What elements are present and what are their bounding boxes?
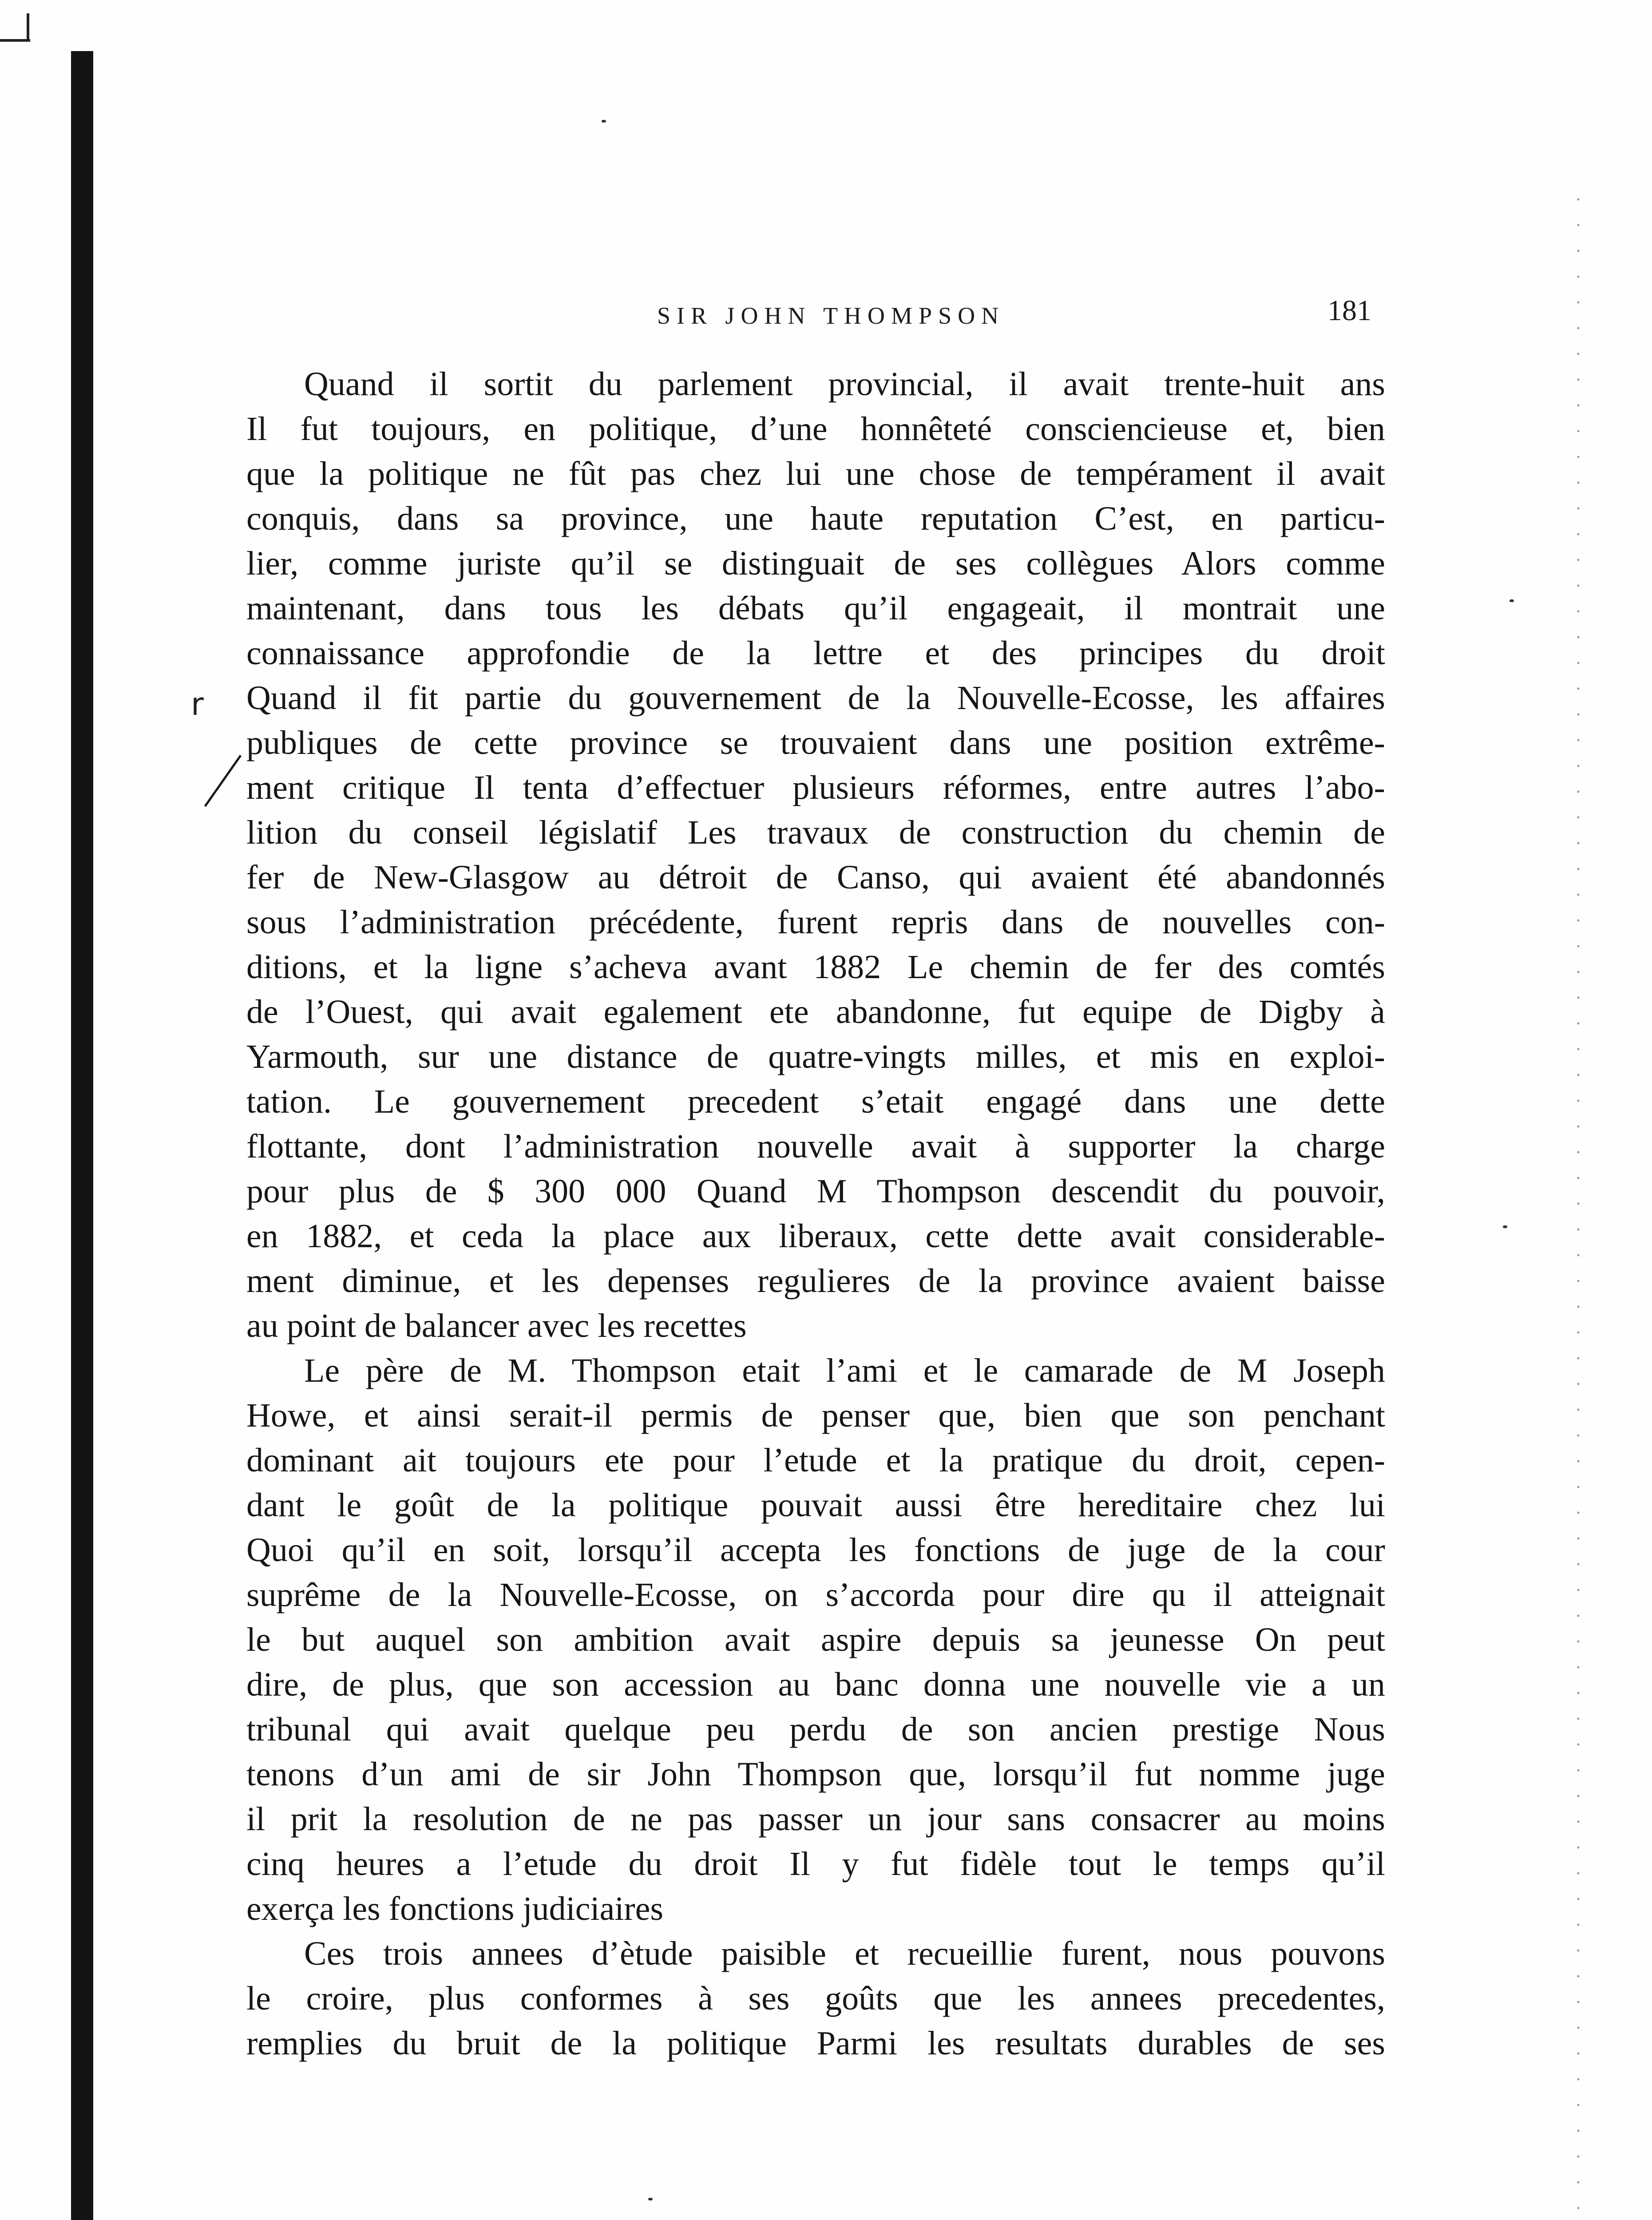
text-line: il prit la resolution de ne pas passer un jour sans consacrer au moins [246,1800,1385,1838]
text-line: Ces trois annees d’ètude paisible et recueillie furent, nous pouvons [304,1935,1385,1972]
text-line: sous l’administration précédente, furent repris dans de nouvelles con- [246,904,1385,941]
text-line: Howe, et ainsi serait-il permis de penser que, bien que son penchant [246,1397,1385,1434]
scan-speck [602,120,606,123]
text-line: Quoi qu’il en soit, lorsqu’il accepta les fonctions de juge de la cour [246,1531,1385,1569]
scan-speck [648,2198,653,2200]
margin-annotation-mark: r [191,686,204,722]
text-line: suprême de la Nouvelle-Ecosse, on s’accorda pour dire qu il atteignait [246,1576,1385,1613]
text-line: que la politique ne fût pas chez lui une chose de tempérament il avait [246,455,1385,492]
scan-corner-tick [27,13,29,42]
text-line: lier, comme juriste qu’il se distinguait de ses collègues Alors comme [246,545,1385,582]
binding-shadow-bar [71,51,93,2220]
text-line: Il fut toujours, en politique, d’une honnêteté consciencieuse et, bien [246,410,1385,448]
text-line: connaissance approfondie de la lettre et des principes du droit [246,634,1385,672]
text-line: dire, de plus, que son accession au banc donna une nouvelle vie a un [246,1666,1385,1703]
text-line: publiques de cette province se trouvaient dans une position extrême- [246,724,1385,761]
text-line: en 1882, et ceda la place aux liberaux, cette dette avait considerable- [246,1217,1385,1255]
text-line: Yarmouth, sur une distance de quatre-vingts milles, et mis en exploi- [246,1038,1385,1075]
text-line: ditions, et la ligne s’acheva avant 1882 Le chemin de fer des comtés [246,948,1385,986]
scan-corner-mark [0,39,30,42]
text-line: fer de New-Glasgow au détroit de Canso, qui avaient été abandonnés [246,859,1385,896]
scan-speck [1509,599,1514,602]
text-line: cinq heures a l’etude du droit Il y fut fidèle tout le temps qu’il [246,1845,1385,1883]
text-line: Le père de M. Thompson etait l’ami et le camarade de M Joseph [304,1352,1385,1389]
scan-speck [1503,1225,1507,1228]
text-line: au point de balancer avec les recettes [246,1307,747,1344]
text-line: de l’Ouest, qui avait egalement ete abandonne, fut equipe de Digby à [246,993,1385,1031]
page-number: 181 [1327,294,1371,327]
text-line: Quand il fit partie du gouvernement de la Nouvelle-Ecosse, les affaires [246,679,1385,717]
text-line: flottante, dont l’administration nouvelle avait à supporter la charge [246,1128,1385,1165]
text-line: ment critique Il tenta d’effectuer plusieurs réformes, entre autres l’abo- [246,769,1385,806]
text-line: remplies du bruit de la politique Parmi les resultats durables de ses [246,2025,1385,2062]
body-text [246,362,1385,2066]
text-line: conquis, dans sa province, une haute reputation C’est, en particu- [246,500,1385,537]
text-line: Quand il sortit du parlement provincial, il avait trente-huit ans [304,365,1385,403]
margin-annotation-stroke [204,755,242,807]
text-line: tenons d’un ami de sir John Thompson que, lorsqu’il fut nomme juge [246,1756,1385,1793]
text-line: pour plus de $ 300 000 Quand M Thompson descendit du pouvoir, [246,1173,1385,1210]
text-line: dant le goût de la politique pouvait aussi être hereditaire chez lui [246,1487,1385,1524]
scan-edge-noise [1569,186,1587,2220]
text-line: maintenant, dans tous les débats qu’il engageait, il montrait une [246,590,1385,627]
running-head-title: SIR JOHN THOMPSON [657,302,1005,329]
text-line: lition du conseil législatif Les travaux de construction du chemin de [246,814,1385,851]
text-line: le croire, plus conformes à ses goûts que les annees precedentes, [246,1980,1385,2017]
text-line: exerça les fonctions judiciaires [246,1890,664,1927]
text-line: le but auquel son ambition avait aspire depuis sa jeunesse On peut [246,1621,1385,1658]
text-line: ment diminue, et les depenses regulieres de la province avaient baisse [246,1262,1385,1300]
text-line: tation. Le gouvernement precedent s’etait engagé dans une dette [246,1083,1385,1120]
text-line: dominant ait toujours ete pour l’etude et la pratique du droit, cepen- [246,1442,1385,1479]
text-line: tribunal qui avait quelque peu perdu de son ancien prestige Nous [246,1711,1385,1748]
